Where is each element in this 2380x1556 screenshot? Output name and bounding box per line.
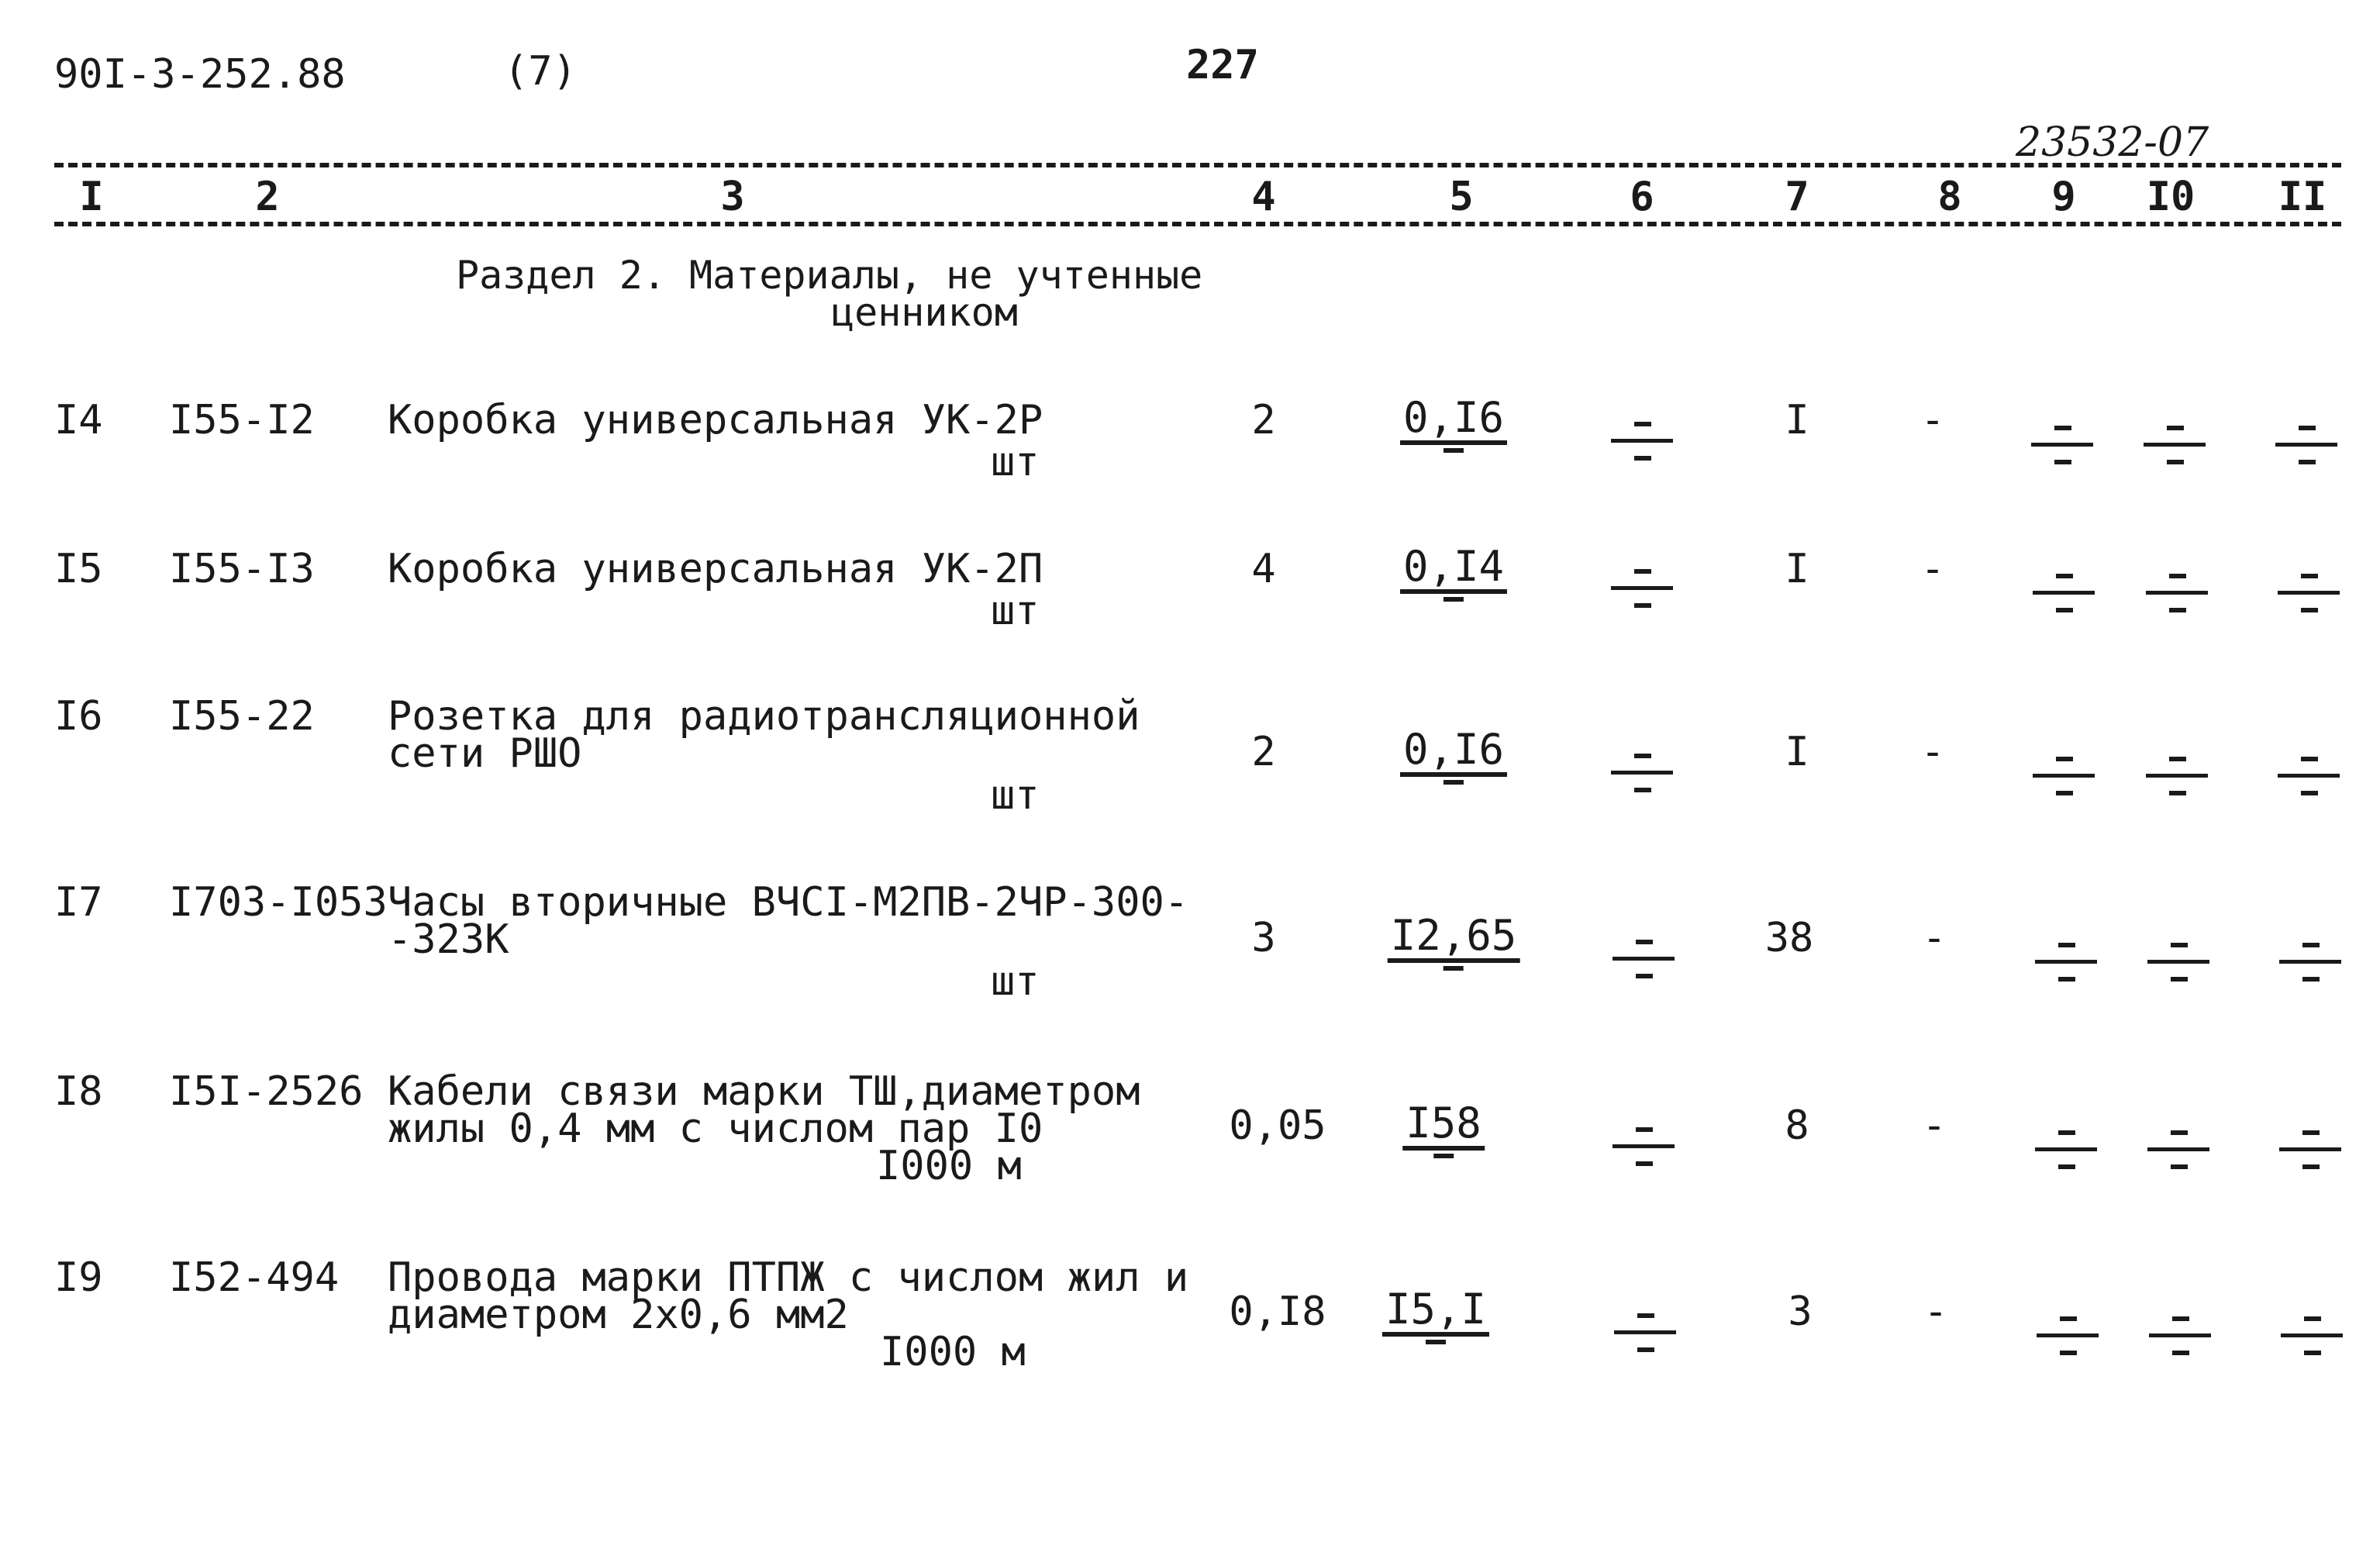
item-name-line: Кабели связи марки ТШ,диаметром xyxy=(388,1068,1140,1115)
empty-fraction-11 xyxy=(2281,1316,2343,1354)
unit: шт xyxy=(991,958,1040,1005)
column-number-11: II xyxy=(2278,174,2327,220)
price-underscore xyxy=(1433,1154,1454,1158)
empty-fraction-9 xyxy=(2035,943,2097,980)
price-underscore xyxy=(1426,1340,1446,1344)
unit-price xyxy=(1388,911,1520,963)
column-number-6: 6 xyxy=(1630,174,1654,220)
unit: I000 м xyxy=(880,1329,1026,1375)
column-number-7: 7 xyxy=(1785,174,1809,220)
empty-fraction-11 xyxy=(2278,574,2340,611)
empty-fraction-11 xyxy=(2279,943,2341,980)
empty-fraction-9 xyxy=(2035,1130,2097,1168)
column-number-4: 4 xyxy=(1251,174,1276,220)
column-7-value: I xyxy=(1785,546,1809,592)
empty-fraction-9 xyxy=(2033,574,2095,611)
item-name-line: диаметром 2х0,6 мм2 xyxy=(388,1292,849,1338)
unit: шт xyxy=(991,772,1040,819)
empty-fraction-10 xyxy=(2149,1316,2211,1354)
section-title-continued: ценником xyxy=(831,290,1018,335)
empty-fraction-11 xyxy=(2275,426,2337,463)
empty-fraction-10 xyxy=(2147,1130,2209,1168)
row-number: I8 xyxy=(54,1068,103,1115)
empty-fraction-6 xyxy=(1611,569,1673,606)
price-code: I55-I3 xyxy=(169,546,315,592)
price-underscore xyxy=(1444,597,1464,602)
column-7-value: I xyxy=(1785,729,1809,775)
empty-fraction-10 xyxy=(2146,757,2208,794)
column-number-8: 8 xyxy=(1937,174,1962,220)
unit-price-value: I58 xyxy=(1402,1102,1485,1151)
unit-price-value: 0,I4 xyxy=(1400,546,1507,594)
unit-price-value: 0,I6 xyxy=(1400,729,1507,777)
unit: шт xyxy=(991,588,1040,634)
empty-fraction-6 xyxy=(1611,422,1673,459)
unit: I000 м xyxy=(876,1143,1022,1189)
column-8-value: - xyxy=(1920,546,1945,592)
unit-price-value: 0,I6 xyxy=(1400,397,1507,445)
column-8-value: - xyxy=(1920,397,1945,443)
column-8-value: - xyxy=(1922,915,1947,961)
price-underscore xyxy=(1444,780,1464,785)
unit-price-value: I5,I xyxy=(1382,1289,1489,1337)
column-7-value: I xyxy=(1785,397,1809,443)
quantity: 0,05 xyxy=(1229,1102,1326,1149)
unit-price xyxy=(1400,542,1507,594)
row-number: I6 xyxy=(54,693,103,740)
unit-price xyxy=(1400,725,1507,777)
column-8-value: - xyxy=(1922,1102,1947,1149)
empty-fraction-6 xyxy=(1613,940,1675,977)
column-7-value: 8 xyxy=(1785,1102,1809,1149)
column-number-1: I xyxy=(79,174,104,220)
column-number-10: I0 xyxy=(2146,174,2195,220)
row-number: I5 xyxy=(54,546,103,592)
price-code: I55-22 xyxy=(169,693,315,740)
column-number-2: 2 xyxy=(255,174,280,220)
empty-fraction-6 xyxy=(1614,1313,1676,1351)
empty-fraction-9 xyxy=(2031,426,2093,463)
header-top-rule xyxy=(54,163,2341,167)
item-name-line: сети РШО xyxy=(388,730,582,777)
quantity: 0,I8 xyxy=(1229,1289,1326,1335)
price-underscore xyxy=(1444,448,1464,453)
empty-fraction-9 xyxy=(2033,757,2095,794)
price-code: I703-I053 xyxy=(169,879,388,926)
row-number: I7 xyxy=(54,879,103,926)
unit-price xyxy=(1402,1099,1485,1151)
row-number: I9 xyxy=(54,1254,103,1301)
header-bottom-rule xyxy=(54,222,2341,226)
empty-fraction-11 xyxy=(2279,1130,2341,1168)
handwritten-number: 23532-07 xyxy=(2016,119,2209,166)
empty-fraction-10 xyxy=(2144,426,2206,463)
row-number: I4 xyxy=(54,397,103,443)
item-name-line: Провода марки ПТПЖ с числом жил и xyxy=(388,1254,1189,1301)
item-name-line: Коробка универсальная УК-2П xyxy=(388,546,1043,592)
column-number-3: 3 xyxy=(720,174,745,220)
column-8-value: - xyxy=(1920,729,1945,775)
price-code: I55-I2 xyxy=(169,397,315,443)
item-name-line: Коробка универсальная УК-2Р xyxy=(388,397,1043,443)
sheet-mark: (7) xyxy=(504,48,577,95)
unit-price xyxy=(1382,1285,1489,1337)
column-number-5: 5 xyxy=(1449,174,1474,220)
item-name-line: -323К xyxy=(388,916,509,963)
quantity: 2 xyxy=(1251,397,1276,443)
column-7-value: 38 xyxy=(1764,915,1814,961)
price-code: I52-494 xyxy=(169,1254,340,1301)
item-name-line: Часы вторичные ВЧСI-М2ПВ-2ЧР-300- xyxy=(388,879,1189,926)
column-number-9: 9 xyxy=(2051,174,2076,220)
quantity: 3 xyxy=(1251,915,1276,961)
empty-fraction-9 xyxy=(2037,1316,2099,1354)
price-underscore xyxy=(1444,966,1464,971)
column-8-value: - xyxy=(1923,1289,1948,1335)
quantity: 2 xyxy=(1251,729,1276,775)
empty-fraction-6 xyxy=(1611,754,1673,791)
document-code: 90I-3-252.88 xyxy=(54,51,346,98)
item-name-line: жилы 0,4 мм с числом пар I0 xyxy=(388,1106,1043,1152)
empty-fraction-10 xyxy=(2146,574,2208,611)
quantity: 4 xyxy=(1251,546,1276,592)
price-code: I5I-2526 xyxy=(169,1068,364,1115)
page-number: 227 xyxy=(1186,42,1259,88)
item-name-line: Розетка для радиотрансляционной xyxy=(388,693,1140,740)
column-7-value: 3 xyxy=(1788,1289,1813,1335)
unit: шт xyxy=(991,439,1040,485)
empty-fraction-6 xyxy=(1613,1127,1675,1164)
unit-price-value: I2,65 xyxy=(1388,915,1520,963)
section-title: Раздел 2. Материалы, не учтенные xyxy=(456,253,1203,298)
unit-price xyxy=(1400,393,1507,445)
empty-fraction-10 xyxy=(2147,943,2209,980)
empty-fraction-11 xyxy=(2278,757,2340,794)
